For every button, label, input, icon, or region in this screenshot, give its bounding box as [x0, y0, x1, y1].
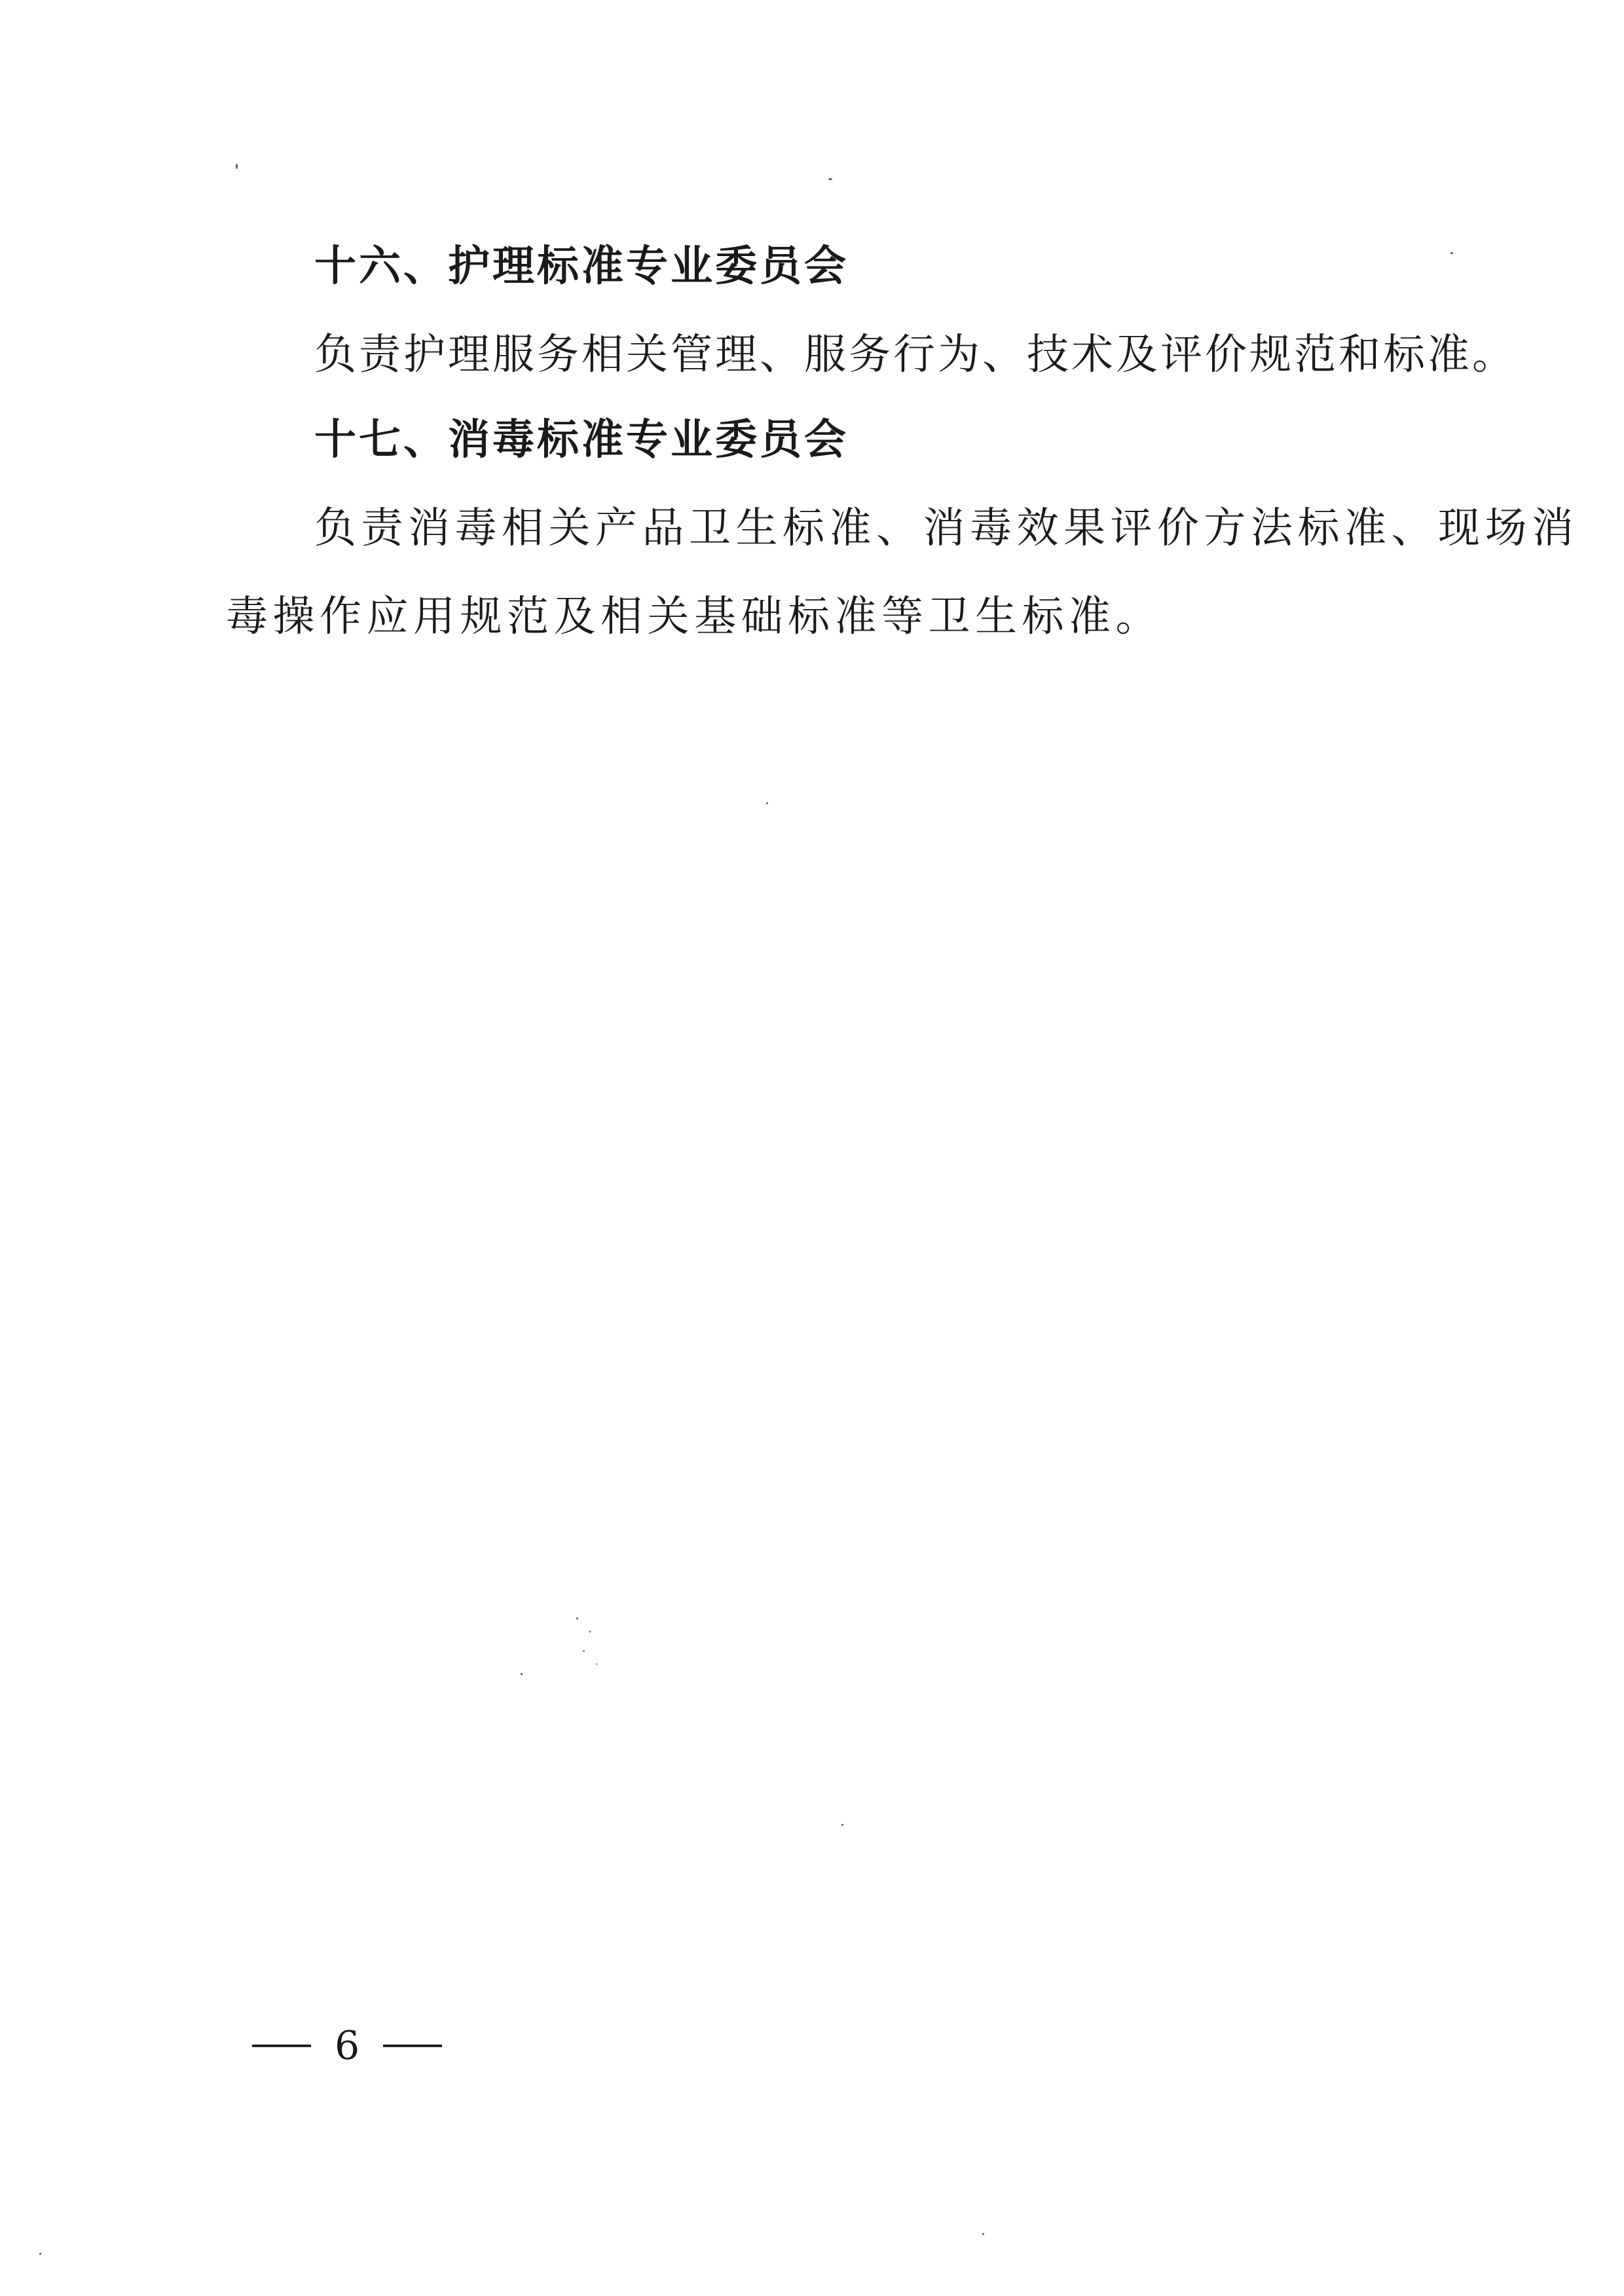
- scan-speck: [982, 2233, 984, 2235]
- scan-speck: [828, 178, 832, 180]
- page-footer: [252, 2023, 442, 2069]
- scan-speck: [766, 802, 768, 804]
- scan-speck: [576, 1618, 578, 1620]
- section-paragraph-17-line-1: 负责消毒相关产品卫生标准、消毒效果评价方法标准、现场消: [314, 504, 1579, 553]
- scan-speck: [236, 164, 238, 169]
- section-heading-17: 十七、消毒标准专业委员会: [314, 416, 849, 464]
- scan-speck: [39, 2253, 41, 2255]
- scan-speck: [521, 1673, 523, 1675]
- footer-left-dash: [252, 2045, 311, 2047]
- section-paragraph-17-line-2: 毒操作应用规范及相关基础标准等卫生标准。: [226, 593, 1162, 641]
- footer-right-dash: [383, 2045, 442, 2047]
- scan-speck: [589, 1631, 591, 1633]
- scan-speck: [1450, 252, 1453, 254]
- scan-speck: [583, 1650, 585, 1652]
- section-heading-16: 十六、护理标准专业委员会: [314, 242, 849, 291]
- page-number: 6: [335, 2023, 360, 2069]
- scan-speck: [841, 1824, 843, 1826]
- scan-speck: [596, 1663, 597, 1665]
- section-paragraph-16-line-1: 负责护理服务相关管理、服务行为、技术及评价规范和标准。: [314, 331, 1517, 379]
